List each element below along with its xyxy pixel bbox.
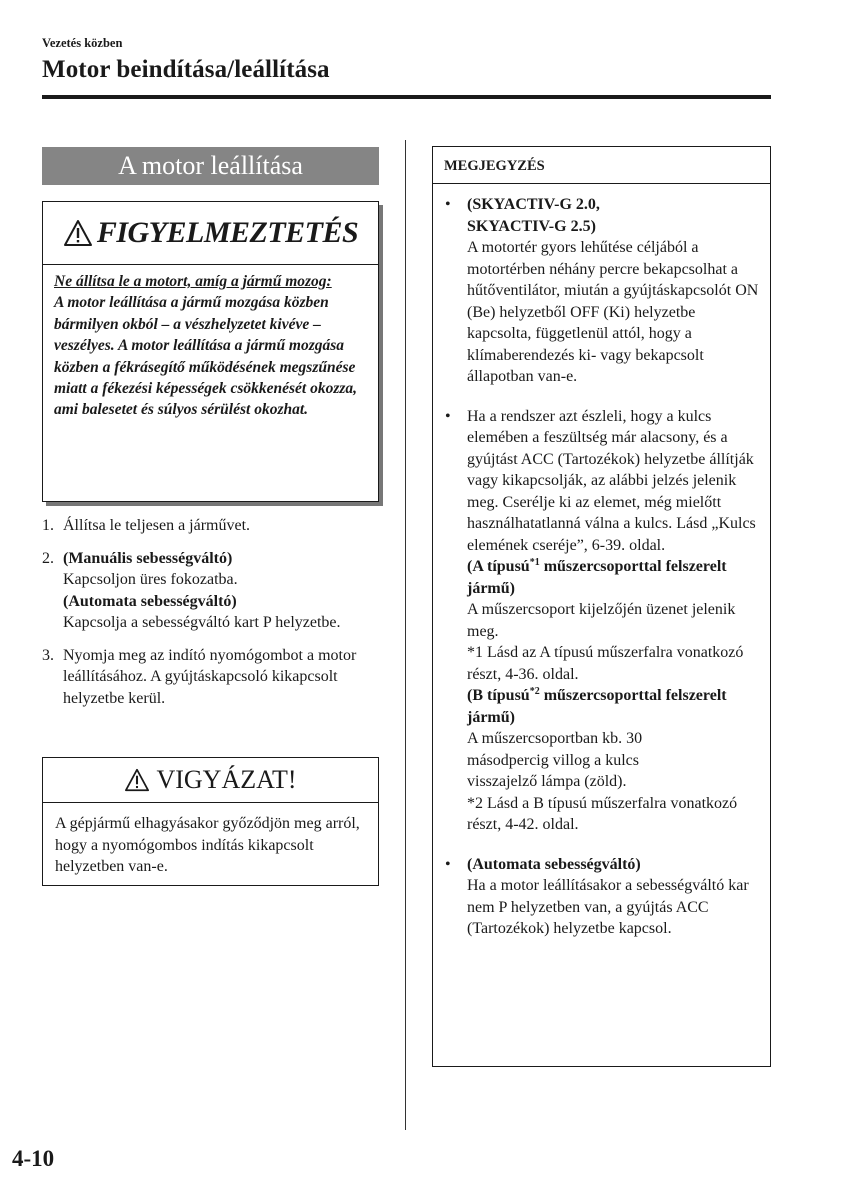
type-a-footnote: *1 Lásd az A típusú műszerfalra vonatkozó részt, 4-36. oldal. — [467, 644, 744, 683]
warning-body — [43, 265, 378, 421]
type-b-footnote: *2 Lásd a B típusú műszerfalra vonatkozó részt, 4-42. oldal. — [467, 794, 738, 833]
cooling-fan-text: A motortér gyors lehűtése céljából a motortérben néhány percre bekapcsolhat a hűtőventilátor, miután a gyújtáskapcsolót ON (Be) helyzetből OFF (Ki) helyzetbe kapcsolta, függetlenül attól, hogy a klímaberendezés ki- vagy bekapcsolt állapotban van-e. — [467, 239, 759, 385]
caution-text: A gépjármű elhagyásakor győződjön meg arról, hogy a nyomógombos indítás kikapcsolt helyzetben van-e. — [55, 815, 360, 876]
shift-lever-text: Ha a motor leállításakor a sebességváltó kar nem P helyzetben van, a gyújtás ACC (Tartozékok) helyzetbe kapcsol. — [467, 877, 749, 937]
column-divider — [405, 140, 406, 1130]
automatic-transmission-label: (Automata sebességváltó) — [63, 592, 237, 610]
step-1 — [42, 515, 392, 537]
step-number: 3. — [42, 646, 54, 664]
bullet-dot: • — [445, 407, 451, 425]
warning-title: FIGYELMEZTETÉS — [96, 216, 359, 249]
type-b-cluster-text: A műszercsoportban kb. 30 másodpercig villog a kulcs visszajelző lámpa (zöld). — [467, 730, 643, 790]
note-box — [432, 146, 771, 1067]
warning-triangle-icon — [124, 768, 150, 792]
caution-title: VIGYÁZAT! — [156, 765, 297, 794]
bullet-dot: • — [445, 855, 451, 873]
manual-transmission-label: (Manuális sebességváltó) — [63, 549, 233, 567]
automatic-transmission-label: (Automata sebességváltó) — [467, 855, 641, 873]
note-bullet-3 — [445, 854, 762, 940]
steps-list — [42, 515, 392, 720]
title-rule — [42, 95, 771, 99]
bullet-dot: • — [445, 196, 451, 213]
warning-text: A motor leállítása a jármű mozgása közben bármilyen okból – a vészhelyzetet kivéve – veszélyes. A motor leállítása a jármű mozgása közben a fékrásegítő működésének megszűnése miatt a fékezési képességek csökkenését okozza, ami balesetet és súlyos sérülést okozhat. — [54, 294, 358, 419]
page-number: 4-10 — [12, 1146, 55, 1171]
automatic-transmission-text: Kapcsolja a sebességváltó kart P helyzetbe. — [63, 614, 341, 631]
caution-box — [42, 757, 379, 886]
caution-header — [43, 758, 378, 803]
engine-variant-label: (SKYACTIV-G 2.0, SKYACTIV-G 2.5) — [467, 196, 600, 235]
type-a-cluster-label: (A típusú$^{*1}$ műszercsoporttal felszerelt jármű) — [467, 557, 727, 597]
warning-triangle-icon — [63, 219, 93, 247]
section-heading: A motor leállítása — [42, 147, 379, 185]
warning-header — [43, 202, 378, 265]
step-number: 1. — [42, 517, 54, 534]
manual-transmission-text: Kapcsoljon üres fokozatba. — [63, 571, 238, 588]
step-text: Állítsa le teljesen a járművet. — [63, 517, 251, 534]
note-bullet-1 — [445, 194, 762, 388]
key-battery-text: Ha a rendszer azt észleli, hogy a kulcs elemében a feszültség már alacsony, és a gyújtást ACC (Tartozékok) helyzetbe állítják vagy kikapcsolják, az alábbi jelzés jelenik meg. Cserélje ki az elemet, még mielőtt használhatatlanná válna a kulcs. Lásd „Kulcs elemének cseréje”, 6-39. oldal. — [467, 407, 756, 554]
note-bullet-2 — [445, 406, 762, 836]
step-text: Nyomja meg az indító nyomógombot a motor leállításához. A gyújtáskapcsoló kikapcsolt helyzetbe kerül. — [63, 646, 357, 707]
step-2 — [42, 548, 392, 634]
note-title: MEGJEGYZÉS — [433, 147, 770, 184]
type-b-cluster-label: (B típusú$^{*2}$ műszercsoporttal felszerelt jármű) — [467, 686, 727, 726]
warning-box — [42, 201, 379, 502]
step-3 — [42, 645, 392, 710]
step-number: 2. — [42, 549, 54, 567]
warning-subtitle: Ne állítsa le a motort, amíg a jármű mozog: — [54, 273, 332, 290]
section-label: Vezetés közben — [42, 36, 123, 50]
note-body — [433, 184, 770, 940]
type-a-cluster-text: A műszercsoport kijelzőjén üzenet jelenik meg. — [467, 601, 736, 640]
page-title: Motor beindítása/leállítása — [42, 56, 330, 83]
